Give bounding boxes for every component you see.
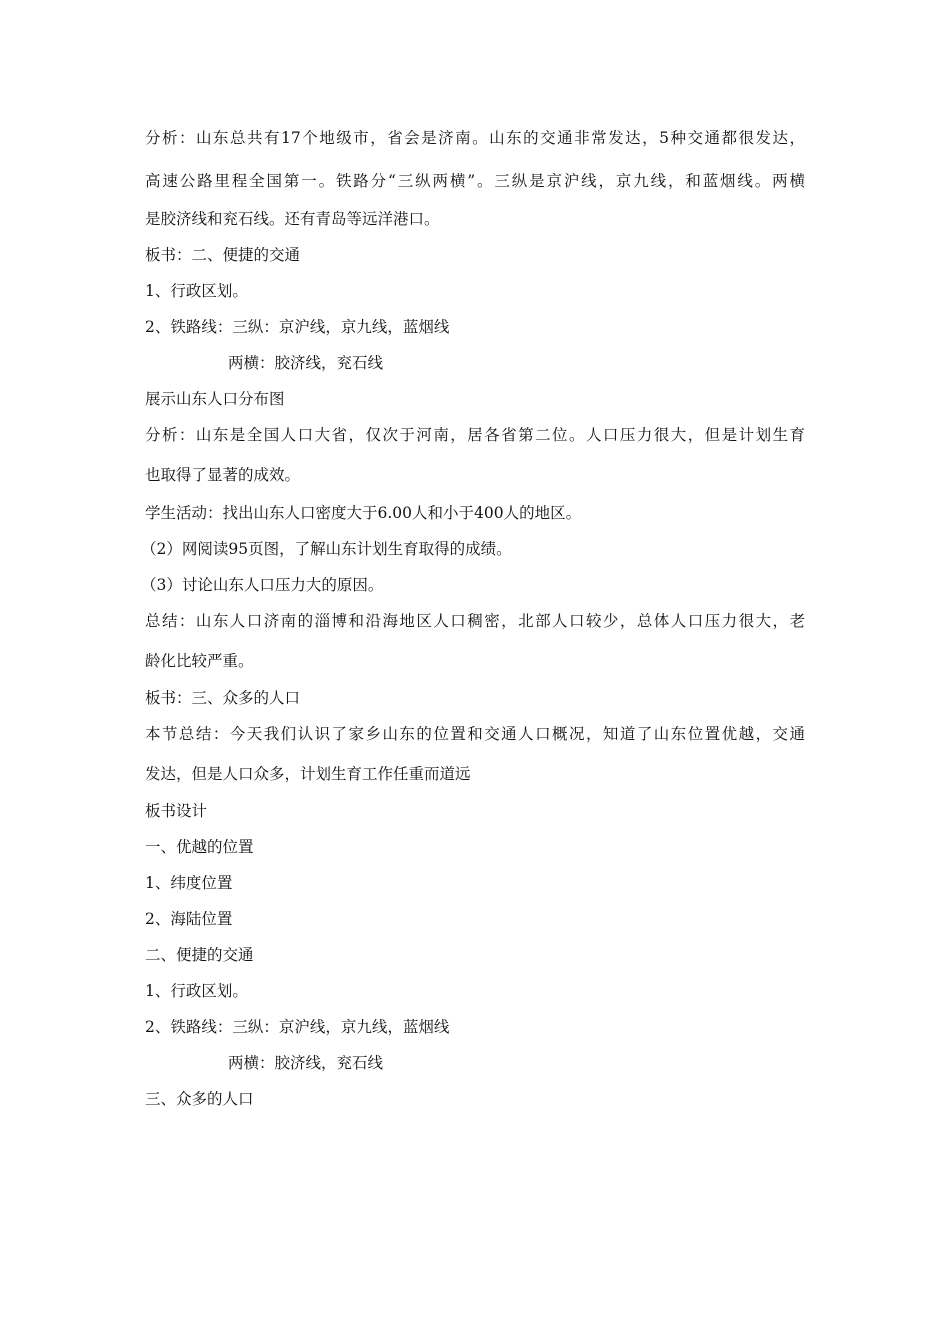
board-heading-transport: 板书：二、便捷的交通 xyxy=(145,246,301,264)
analysis-paragraph-line-1: 分析：山东总共有17个地级市，省会是济南。山东的交通非常发达，5种交通都很发达， xyxy=(145,129,805,147)
summary-line-2: 龄化比较严重。 xyxy=(145,652,254,670)
board-design-section-2: 二、便捷的交通 xyxy=(145,946,254,964)
board-design-title: 板书设计 xyxy=(145,802,208,820)
summary-line-1: 总结：山东人口济南的淄博和沿海地区人口稠密，北部人口较少，总体人口压力很大，老 xyxy=(145,612,805,630)
lesson-summary-line-1: 本节总结：今天我们认识了家乡山东的位置和交通人口概况，知道了山东位置优越，交通 xyxy=(145,725,805,743)
board-heading-population: 板书：三、众多的人口 xyxy=(145,689,301,707)
board-design-section-3: 三、众多的人口 xyxy=(145,1090,254,1108)
student-activity: 学生活动：找出山东人口密度大于6.00人和小于400人的地区。 xyxy=(145,504,582,522)
board-item-admin-division: 1、行政区划。 xyxy=(145,282,248,300)
activity-item-2: （2）网阅读95页图，了解山东计划生育取得的成绩。 xyxy=(141,540,512,558)
board-design-admin-division: 1、行政区划。 xyxy=(145,982,248,1000)
board-design-railways: 2、铁路线：三纵：京沪线，京九线，蓝烟线 xyxy=(145,1018,450,1036)
board-design-land-sea: 2、海陆位置 xyxy=(145,910,233,928)
lesson-summary-line-2: 发达，但是人口众多，计划生育工作任重而道远 xyxy=(145,765,471,783)
population-analysis-line-1: 分析：山东是全国人口大省，仅次于河南，居各省第二位。人口压力很大，但是计划生育 xyxy=(145,426,805,444)
board-design-railways-horizontal: 两横：胶济线，兖石线 xyxy=(228,1054,384,1072)
population-analysis-line-2: 也取得了显著的成效。 xyxy=(145,466,301,484)
board-design-latitude: 1、纬度位置 xyxy=(145,874,233,892)
board-item-railways-horizontal: 两横：胶济线，兖石线 xyxy=(228,354,384,372)
analysis-paragraph-line-2: 高速公路里程全国第一。铁路分“三纵两横”。三纵是京沪线，京九线，和蓝烟线。两横 xyxy=(145,172,805,190)
board-item-railways: 2、铁路线：三纵：京沪线，京九线，蓝烟线 xyxy=(145,318,450,336)
population-map-note: 展示山东人口分布图 xyxy=(145,390,285,408)
activity-item-3: （3）讨论山东人口压力大的原因。 xyxy=(141,576,384,594)
board-design-section-1: 一、优越的位置 xyxy=(145,838,254,856)
analysis-paragraph-line-3: 是胶济线和兖石线。还有青岛等远洋港口。 xyxy=(145,210,440,228)
